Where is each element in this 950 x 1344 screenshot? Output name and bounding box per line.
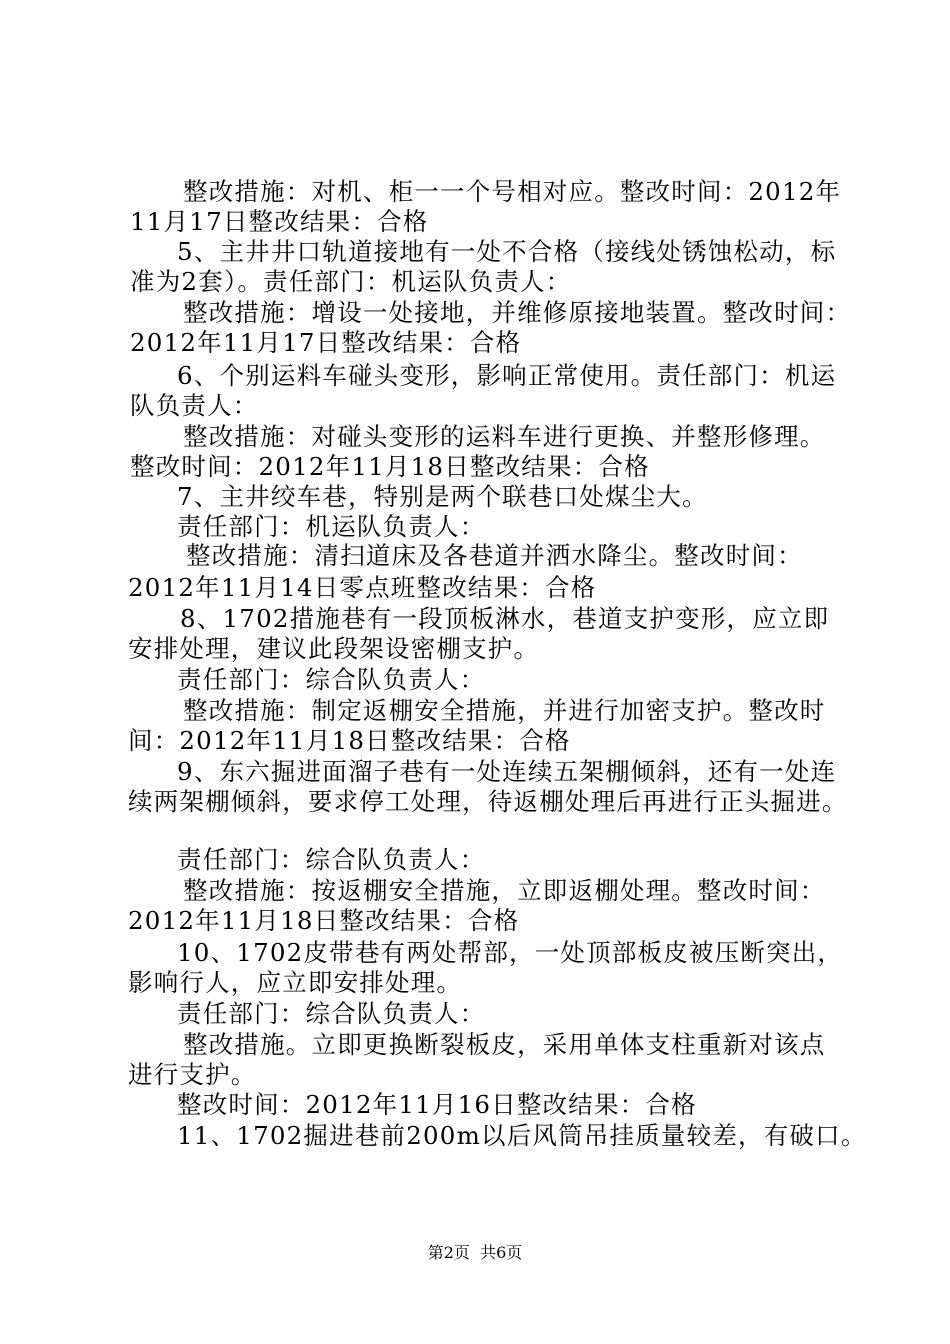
text-line: 整改措施：按返棚安全措施，立即返棚处理。整改时间： — [183, 876, 826, 905]
text-line: 整改时间：2012年11月16日整改结果：合格 — [177, 1090, 697, 1119]
text-line: 整改时间：2012年11月18日整改结果：合格 — [130, 452, 650, 481]
text-line: 续两架棚倾斜，要求停工处理，待返棚处理后再进行正头掘进。 — [128, 787, 848, 816]
text-line: 影响行人，应立即安排处理。 — [128, 968, 463, 997]
text-line: 11、1702掘进巷前200m以后风筒吊挂质量较差，有破口。 — [177, 1121, 867, 1150]
text-line: 责任部门：综合队负责人： — [177, 999, 486, 1028]
text-line: 整改措施。立即更换断裂板皮，采用单体支柱重新对该点 — [183, 1030, 826, 1059]
text-line: 8、1702措施巷有一段顶板淋水，巷道支护变形，应立即 — [180, 604, 830, 633]
text-line: 责任部门：综合队负责人： — [177, 845, 486, 874]
text-line: 整改措施：对机、柜一一个号相对应。整改时间：2012年 — [183, 177, 842, 206]
text-line: 10、1702皮带巷有两处帮部，一处顶部板皮被压断突出， — [177, 938, 844, 967]
text-line: 5、主井井口轨道接地有一处不合格（接线处锈蚀松动，标 — [177, 237, 837, 266]
text-line: 9、东六掘进面溜子巷有一处连续五架棚倾斜，还有一处连 — [177, 757, 837, 786]
text-line: 2012年11月18日整改结果：合格 — [128, 906, 520, 935]
text-line: 责任部门：机运队负责人： — [177, 512, 486, 541]
text-line: 整改措施：增设一处接地，并维修原接地装置。整改时间： — [183, 298, 852, 327]
text-line: 队负责人： — [130, 391, 259, 420]
text-line: 安排处理，建议此段架设密棚支护。 — [128, 634, 540, 663]
page-number-footer: 第2页 共6页 — [427, 1243, 523, 1262]
text-line: 间：2012年11月18日整改结果：合格 — [128, 726, 571, 755]
text-line: 准为2套）。责任部门：机运队负责人： — [130, 267, 572, 296]
text-line: 整改措施：清扫道床及各巷道并洒水降尘。整改时间： — [186, 541, 803, 570]
text-line: 7、主井绞车巷，特别是两个联巷口处煤尘大。 — [177, 482, 708, 511]
text-line: 整改措施：制定返棚安全措施，并进行加密支护。整改时 — [183, 696, 826, 725]
text-line: 整改措施：对碰头变形的运料车进行更换、并整形修理。 — [183, 422, 826, 451]
text-line: 2012年11月14日零点班整改结果：合格 — [128, 573, 597, 602]
text-line: 进行支护。 — [128, 1060, 257, 1089]
text-line: 2012年11月17日整改结果：合格 — [130, 328, 522, 357]
text-line: 6、个别运料车碰头变形，影响正常使用。责任部门：机运 — [177, 361, 837, 390]
text-line: 责任部门：综合队负责人： — [177, 665, 486, 694]
text-line: 11月17日整改结果：合格 — [130, 207, 429, 236]
